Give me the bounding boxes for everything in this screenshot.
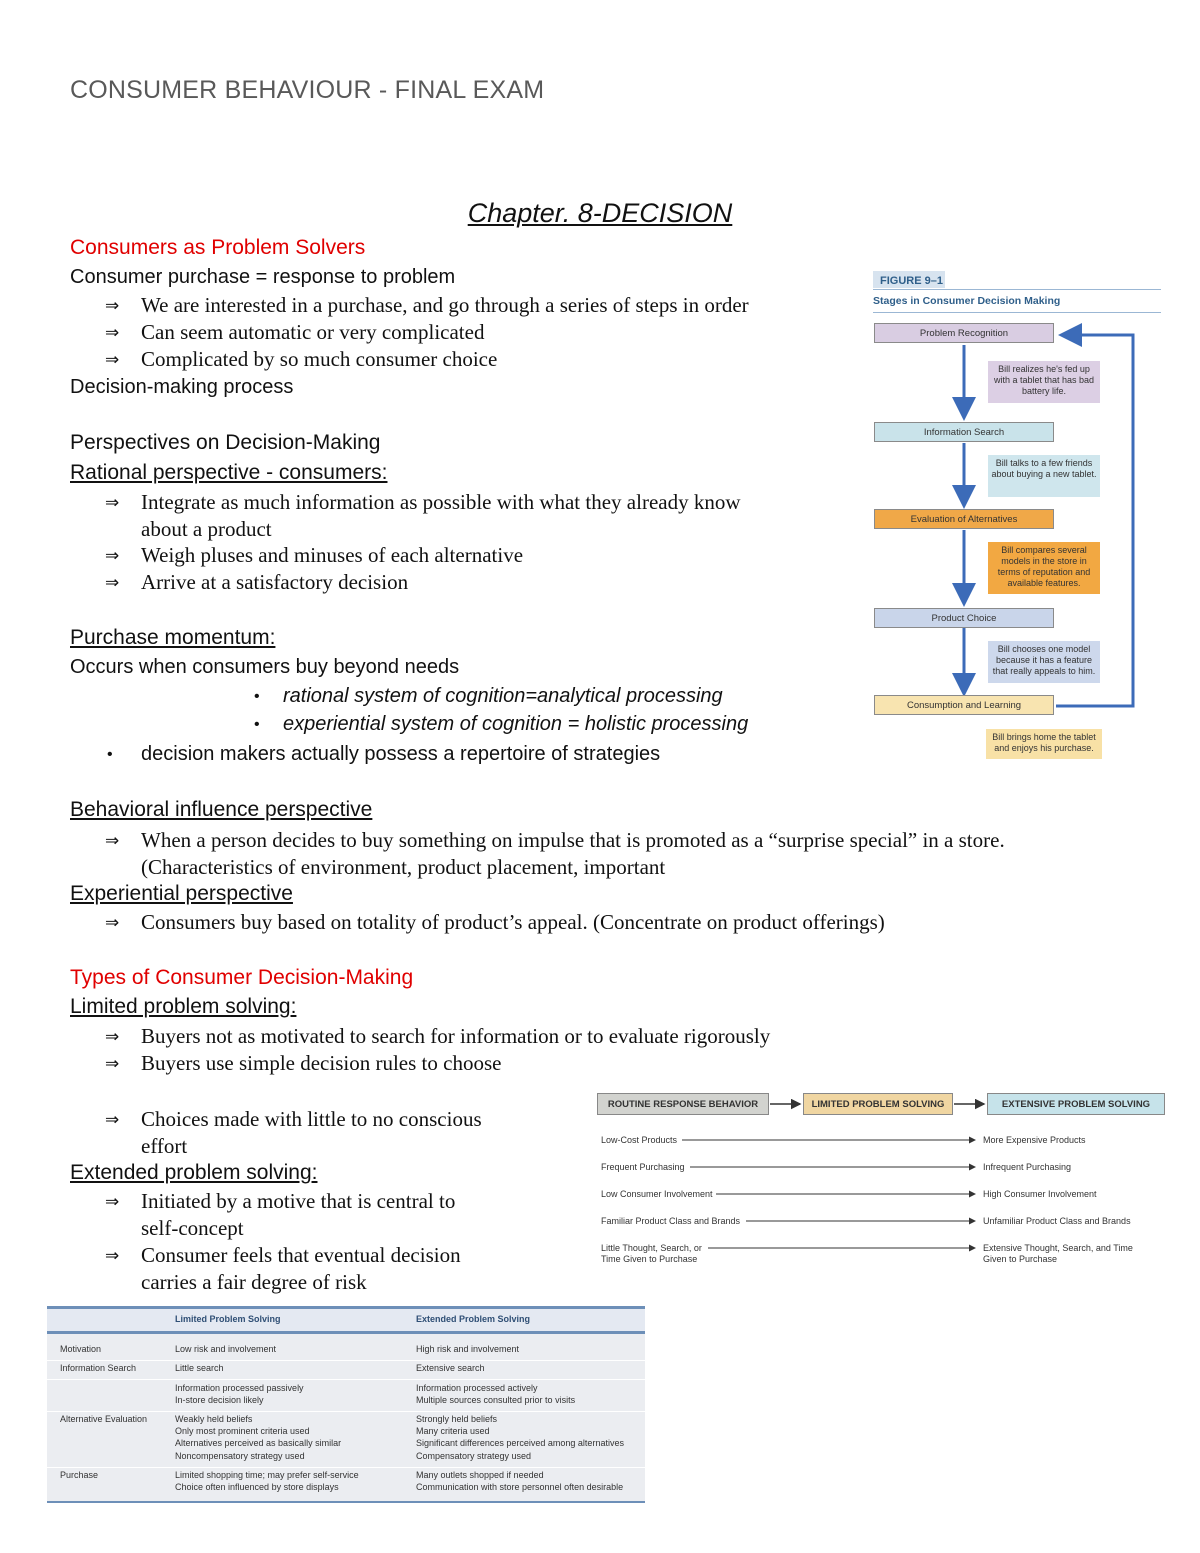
- momentum-item-plain: decision makers actually possess a repertoire of strategies: [141, 743, 661, 765]
- stage-note: Bill chooses one model because it has a feature that really appeals to him.: [988, 641, 1100, 683]
- continuum-right-label: Unfamiliar Product Class and Brands: [983, 1216, 1131, 1226]
- figure-rule: [873, 312, 1161, 313]
- stage-problem-recognition: Problem Recognition: [874, 323, 1054, 343]
- table-cell: Choice often influenced by store displays: [175, 1482, 339, 1492]
- table-header-limited: Limited Problem Solving: [175, 1314, 281, 1324]
- table-cell: Multiple sources consulted prior to visits: [416, 1395, 576, 1405]
- row-divider: [47, 1467, 645, 1468]
- table-row-label: Information Search: [60, 1363, 137, 1373]
- list-item: Consumers buy based on totality of product’s appeal. (Concentrate on product offerings): [141, 910, 885, 934]
- bullet-dot-icon: •: [254, 688, 260, 705]
- arrow-bullet-icon: ⇒: [105, 296, 120, 316]
- bullet-dot-icon: •: [107, 746, 113, 763]
- continuum-right-label: Extensive Thought, Search, and Time: [983, 1243, 1133, 1253]
- arrow-bullet-icon: ⇒: [105, 573, 120, 593]
- arrow-bullet-icon: ⇒: [105, 1027, 120, 1047]
- list-item-continuation: carries a fair degree of risk: [141, 1270, 367, 1294]
- arrow-bullet-icon: ⇒: [105, 350, 120, 370]
- list-item: We are interested in a purchase, and go through a series of steps in order: [141, 293, 749, 317]
- table-cell: Noncompensatory strategy used: [175, 1451, 305, 1461]
- arrow-bullet-icon: ⇒: [105, 1246, 120, 1266]
- arrow-bullet-icon: ⇒: [105, 546, 120, 566]
- momentum-heading: Purchase momentum:: [70, 626, 276, 649]
- momentum-intro: Occurs when consumers buy beyond needs: [70, 656, 460, 678]
- list-item-continuation: (Characteristics of environment, product placement, important: [141, 855, 666, 879]
- document-header: CONSUMER BEHAVIOUR - FINAL EXAM: [70, 76, 545, 104]
- continuum-left-label: Familiar Product Class and Brands: [601, 1216, 741, 1226]
- table-cell: Many criteria used: [416, 1426, 490, 1436]
- list-item: Consumer feels that eventual decision: [141, 1243, 461, 1267]
- table-cell: Communication with store personnel often desirable: [416, 1482, 624, 1492]
- continuum-right-label: Infrequent Purchasing: [983, 1162, 1072, 1172]
- stage-evaluation-alternatives: Evaluation of Alternatives: [874, 509, 1054, 529]
- list-item-continuation: about a product: [141, 517, 272, 541]
- list-item-continuation: effort: [141, 1134, 188, 1158]
- stage-note: Bill compares several models in the store in terms of reputation and available features.: [988, 542, 1100, 594]
- list-item: Buyers use simple decision rules to choose: [141, 1051, 502, 1075]
- figure-subtitle: Stages in Consumer Decision Making: [873, 295, 1061, 307]
- table-cell: Significant differences perceived among alternatives: [416, 1438, 624, 1448]
- table-cell: In-store decision likely: [175, 1395, 264, 1405]
- list-item: Weigh pluses and minuses of each alternative: [141, 543, 524, 567]
- list-item-continuation: self-concept: [141, 1216, 244, 1240]
- continuum-left-label: Low Consumer Involvement: [601, 1189, 713, 1199]
- stage-product-choice: Product Choice: [874, 608, 1054, 628]
- table-header-bg: [47, 1309, 645, 1331]
- table-cell: Information processed passively: [175, 1383, 304, 1393]
- table-cell: Little search: [175, 1363, 224, 1373]
- problem-solvers-intro: Consumer purchase = response to problem: [70, 266, 456, 288]
- table-row-label: Alternative Evaluation: [60, 1414, 148, 1424]
- continuum-box-routine: ROUTINE RESPONSE BEHAVIOR: [597, 1093, 769, 1115]
- arrow-bullet-icon: ⇒: [105, 831, 120, 851]
- chapter-title: Chapter. 8-DECISION: [467, 198, 733, 228]
- continuum-right-label: Given to Purchase: [983, 1254, 1058, 1264]
- list-item: Buyers not as motivated to search for information or to evaluate rigorously: [141, 1024, 771, 1048]
- continuum-right-label: More Expensive Products: [983, 1135, 1086, 1145]
- table-cell: Extensive search: [416, 1363, 485, 1373]
- list-item: Choices made with little to no conscious: [141, 1107, 482, 1131]
- problem-solvers-outro: Decision-making process: [70, 376, 294, 398]
- figure-rule: [873, 289, 1161, 290]
- stage-note: Bill realizes he's fed up with a tablet that has bad battery life.: [988, 361, 1100, 403]
- stage-consumption-learning: Consumption and Learning: [874, 695, 1054, 715]
- list-item: Complicated by so much consumer choice: [141, 347, 498, 371]
- table-header-extended: Extended Problem Solving: [416, 1314, 531, 1324]
- continuum-right-label: High Consumer Involvement: [983, 1189, 1097, 1199]
- table-cell: Strongly held beliefs: [416, 1414, 498, 1424]
- stage-information-search: Information Search: [874, 422, 1054, 442]
- table-cell: Low risk and involvement: [175, 1344, 277, 1354]
- table-row-label: Purchase: [60, 1470, 99, 1480]
- table-cell: Information processed actively: [416, 1383, 538, 1393]
- list-item: When a person decides to buy something on impulse that is promoted as a “surprise special” in a store.: [141, 828, 1005, 852]
- arrow-bullet-icon: ⇒: [105, 323, 120, 343]
- momentum-item: rational system of cognition=analytical processing: [283, 685, 723, 707]
- extended-heading: Extended problem solving:: [70, 1161, 318, 1184]
- row-divider: [47, 1360, 645, 1361]
- row-divider: [47, 1379, 645, 1380]
- table-cell: Only most prominent criteria used: [175, 1426, 310, 1436]
- list-item: Arrive at a satisfactory decision: [141, 570, 409, 594]
- table-bottom-rule: [47, 1501, 645, 1503]
- section-heading-problem-solvers: Consumers as Problem Solvers: [70, 236, 366, 259]
- section-heading-perspectives: Perspectives on Decision-Making: [70, 431, 381, 454]
- continuum-left-label: Frequent Purchasing: [601, 1162, 685, 1172]
- list-item: Initiated by a motive that is central to: [141, 1189, 456, 1213]
- arrow-bullet-icon: ⇒: [105, 1110, 120, 1130]
- section-heading-types: Types of Consumer Decision-Making: [70, 966, 414, 989]
- figure-label: FIGURE 9–1: [880, 275, 943, 287]
- continuum-box-extensive: EXTENSIVE PROBLEM SOLVING: [987, 1093, 1165, 1115]
- continuum-left-label: Little Thought, Search, or: [601, 1243, 702, 1253]
- continuum-left-label: Time Given to Purchase: [601, 1254, 698, 1264]
- table-cell: Many outlets shopped if needed: [416, 1470, 544, 1480]
- rational-heading: Rational perspective - consumers:: [70, 461, 388, 484]
- bullet-dot-icon: •: [254, 716, 260, 733]
- limited-heading: Limited problem solving:: [70, 995, 297, 1018]
- stage-note: Bill brings home the tablet and enjoys his purchase.: [986, 729, 1102, 759]
- behavioral-heading: Behavioral influence perspective: [70, 798, 373, 821]
- continuum-box-limited: LIMITED PROBLEM SOLVING: [803, 1093, 953, 1115]
- arrow-bullet-icon: ⇒: [105, 913, 120, 933]
- arrow-bullet-icon: ⇒: [105, 1054, 120, 1074]
- continuum-left-label: Low-Cost Products: [601, 1135, 678, 1145]
- table-cell: Weakly held beliefs: [175, 1414, 253, 1424]
- stage-note: Bill talks to a few friends about buying a new tablet.: [988, 455, 1100, 497]
- table-row-label: Motivation: [60, 1344, 102, 1354]
- row-divider: [47, 1411, 645, 1412]
- experiential-heading: Experiential perspective: [70, 882, 293, 905]
- table-cell: Limited shopping time; may prefer self-service: [175, 1470, 359, 1480]
- list-item: Can seem automatic or very complicated: [141, 320, 485, 344]
- table-cell: High risk and involvement: [416, 1344, 520, 1354]
- table-cell: Alternatives perceived as basically similar: [175, 1438, 342, 1448]
- list-item: Integrate as much information as possible with what they already know: [141, 490, 741, 514]
- arrow-bullet-icon: ⇒: [105, 493, 120, 513]
- momentum-item: experiential system of cognition = holistic processing: [283, 713, 749, 735]
- table-cell: Compensatory strategy used: [416, 1451, 532, 1461]
- arrow-bullet-icon: ⇒: [105, 1192, 120, 1212]
